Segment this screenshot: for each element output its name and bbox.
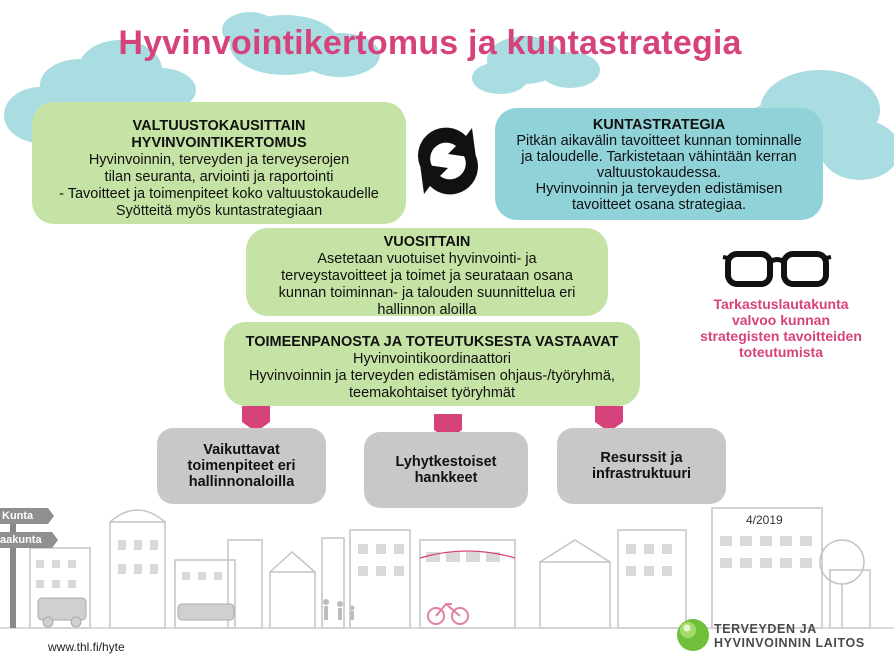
toimeenpano-line2: Hyvinvoinnin ja terveyden edistämisen ohjaus-/työryhmä, teemakohtaiset työryhmät xyxy=(249,368,615,401)
toimeenpano-box xyxy=(224,322,640,406)
thl-logo-text xyxy=(714,622,865,650)
street-sign-top: Kunta xyxy=(2,510,34,522)
vuosittain-text: Asetetaan vuotuiset hyvinvointi- ja terveystavoitteet ja toimet ja seurataan osana kunnan toiminnan- ja talouden suunnittelua eri hallinnon aloilla xyxy=(278,251,576,318)
street-sign-bottom: aakunta xyxy=(0,534,42,546)
logo-line1: TERVEYDEN JA xyxy=(714,622,817,636)
logo-line2: HYVINVOINNIN LAITOS xyxy=(714,636,865,650)
glasses-icon xyxy=(722,248,832,290)
valtuusto-line1: Hyvinvoinnin, terveyden ja terveyserojen tilan seuranta, arviointi ja raportointi xyxy=(88,152,350,185)
source-url: www.thl.fi/hyte xyxy=(48,640,125,654)
valtuusto-box xyxy=(32,102,406,224)
toimeenpano-heading: TOIMEENPANOSTA JA TOTEUTUKSESTA VASTAAVAT xyxy=(245,334,619,350)
kuntastrategia-line2: Hyvinvoinnin ja terveyden edistämisen tavoitteet osana strategiaa. xyxy=(535,181,783,213)
valtuusto-heading: VALTUUSTOKAUSITTAIN HYVINVOINTIKERTOMUS xyxy=(131,118,307,151)
vuosittain-heading: VUOSITTAIN xyxy=(383,234,471,250)
kuntastrategia-line1: Pitkän aikavälin tavoitteet kunnan tominnalle ja taloudelle. Tarkistetaan vähintään kerran valtuustokaudessa. xyxy=(516,133,802,181)
output-box-toimenpiteet xyxy=(157,428,326,504)
thl-logo-icon xyxy=(676,618,710,652)
output-label: Vaikuttavat toimenpiteet eri hallinnonaloilla xyxy=(187,442,296,490)
kuntastrategia-box xyxy=(495,108,823,220)
output-box-resurssit xyxy=(557,428,726,504)
valtuusto-line3: Syötteitä myös kuntastrategiaan xyxy=(115,203,323,219)
valtuusto-line2: - Tavoitteet ja toimenpiteet koko valtuustokaudelle xyxy=(59,186,379,202)
page-title: Hyvinvointikertomus ja kuntastrategia xyxy=(118,24,742,62)
vuosittain-box xyxy=(246,228,608,316)
toimeenpano-line1: Hyvinvointikoordinaattori xyxy=(353,351,511,367)
tarkastuslautakunta-note: Tarkastuslautakunta valvoo kunnan strategisten tavoitteiden toteutumista xyxy=(700,296,862,360)
output-label: Resurssit ja infrastruktuuri xyxy=(591,450,692,482)
refresh-icon xyxy=(410,118,486,204)
output-box-hankkeet xyxy=(364,432,528,508)
kuntastrategia-heading: KUNTASTRATEGIA xyxy=(592,117,726,133)
output-label: Lyhytkestoiset hankkeet xyxy=(395,454,497,486)
date-label: 4/2019 xyxy=(746,513,783,527)
